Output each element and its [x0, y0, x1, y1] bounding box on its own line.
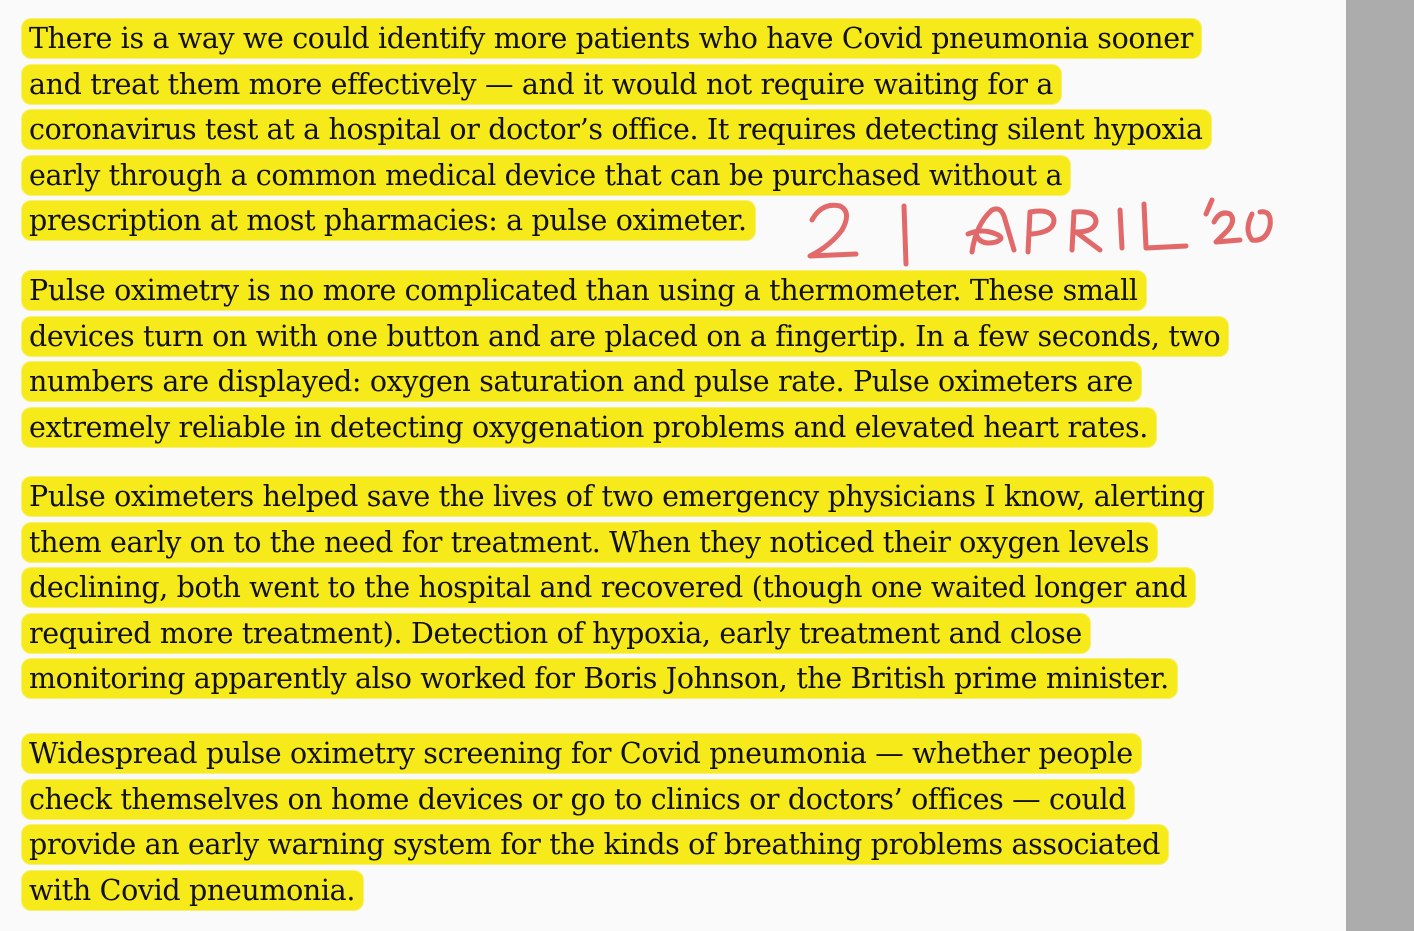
handwritten-date-annotation [800, 190, 1290, 270]
highlighted-text[interactable]: check themselves on home devices or go to clinics or doctors’ offices — could [22, 780, 1134, 819]
highlighted-text[interactable]: with Covid pneumonia. [22, 871, 363, 910]
highlighted-text[interactable]: and treat them more effectively — and it would not require waiting for a [22, 65, 1061, 104]
text-line [22, 19, 1211, 65]
text-line [22, 734, 1168, 780]
highlighted-text[interactable]: required more treatment). Detection of hypoxia, early treatment and close [22, 614, 1090, 653]
text-line [22, 408, 1228, 454]
text-line [22, 271, 1228, 317]
highlighted-text[interactable]: prescription at most pharmacies: a pulse oximeter. [22, 201, 755, 240]
highlighted-text[interactable]: them early on to the need for treatment. When they noticed their oxygen levels [22, 523, 1157, 562]
text-line [22, 871, 1168, 917]
highlighted-text[interactable]: coronavirus test at a hospital or doctor’s office. It requires detecting silent hypoxia [22, 110, 1211, 149]
text-line [22, 477, 1213, 523]
text-line [22, 362, 1228, 408]
highlighted-text[interactable]: Pulse oximetry is no more complicated than using a thermometer. These small [22, 271, 1146, 310]
highlighted-text[interactable]: declining, both went to the hospital and recovered (though one waited longer and [22, 568, 1195, 607]
highlighted-text[interactable]: provide an early warning system for the kinds of breathing problems associated [22, 825, 1168, 864]
highlighted-text[interactable]: early through a common medical device that can be purchased without a [22, 156, 1070, 195]
highlighted-text[interactable]: extremely reliable in detecting oxygenation problems and elevated heart rates. [22, 408, 1156, 447]
text-line [22, 568, 1213, 614]
paragraph-2 [22, 271, 1228, 453]
text-line [22, 110, 1211, 156]
text-line [22, 523, 1213, 569]
highlighted-text[interactable]: There is a way we could identify more patients who have Covid pneumonia sooner [22, 19, 1201, 58]
highlighted-text[interactable]: numbers are displayed: oxygen saturation and pulse rate. Pulse oximeters are [22, 362, 1141, 401]
highlighted-text[interactable]: devices turn on with one button and are placed on a fingertip. In a few seconds, two [22, 317, 1228, 356]
paragraph-4 [22, 734, 1168, 916]
text-line [22, 825, 1168, 871]
paragraph-3 [22, 477, 1213, 705]
text-line [22, 65, 1211, 111]
highlighted-text[interactable]: Widespread pulse oximetry screening for Covid pneumonia — whether people [22, 734, 1141, 773]
scrollbar[interactable] [1346, 0, 1414, 931]
text-line [22, 780, 1168, 826]
highlighted-text[interactable]: monitoring apparently also worked for Boris Johnson, the British prime minister. [22, 659, 1177, 698]
text-line [22, 317, 1228, 363]
text-line [22, 659, 1213, 705]
text-line [22, 614, 1213, 660]
highlighted-text[interactable]: Pulse oximeters helped save the lives of two emergency physicians I know, alerting [22, 477, 1213, 516]
